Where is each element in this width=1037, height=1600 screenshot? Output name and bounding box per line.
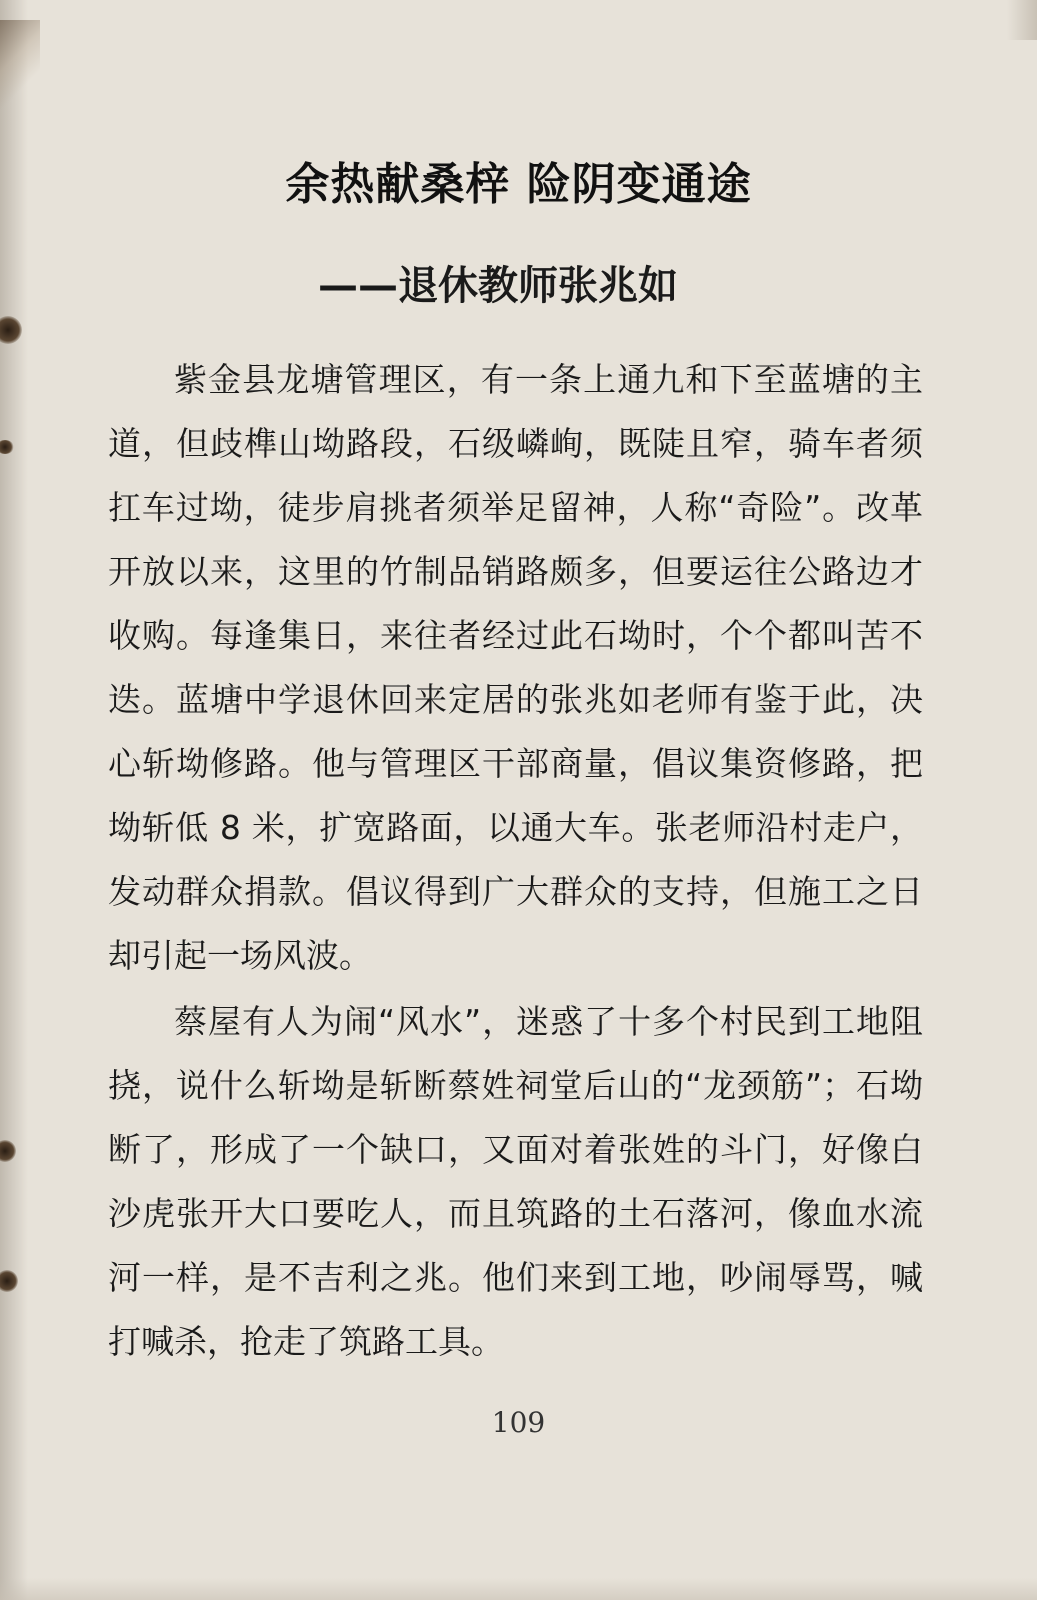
page-tear-mark xyxy=(0,20,40,110)
page-corner-wear xyxy=(1007,0,1037,40)
paragraph: 蔡屋有人为闹“风水”，迷惑了十多个村民到工地阻挠，说什么斩坳是斩断蔡姓祠堂后山的“龙颈筋”；石坳断了，形成了一个缺口，又面对着张姓的斗门，好像白沙虎张开大口要吃人，而且筑路的土石落河，像血水流河一样，是不吉利之兆。他们来到工地，吵闹辱骂，喊打喊杀，抢走了筑路工具。 xyxy=(108,1002,923,1361)
paragraph: 紫金县龙塘管理区，有一条上通九和下至蓝塘的主道，但歧榫山坳路段，石级嶙峋，既陡且窄，骑车者须扛车过坳，徒步肩挑者须举足留神，人称“奇险”。改革开放以来，这里的竹制品销路颇多，但要运往公路边才收购。每逢集日，来往者经过此石坳时，个个都叫苦不迭。蓝塘中学退休回来定居的张兆如老师有鉴于此，决心斩坳修路。他与管理区干部商量，倡议集资修路，把坳斩低 8 米，扩宽路面，以通大车。张老师沿村走户，发动群众捐款。倡议得到广大群众的支持，但施工之日却引起一场风波。 xyxy=(108,360,923,975)
page-bottom-edge xyxy=(0,1578,1037,1600)
page-number: 109 xyxy=(491,1406,546,1439)
binding-shadow xyxy=(0,0,28,1600)
article-body xyxy=(108,348,923,1374)
article-subtitle: ——退休教师张兆如 xyxy=(318,263,678,309)
article-title: 余热献桑梓 险阴变通途 xyxy=(285,159,752,210)
